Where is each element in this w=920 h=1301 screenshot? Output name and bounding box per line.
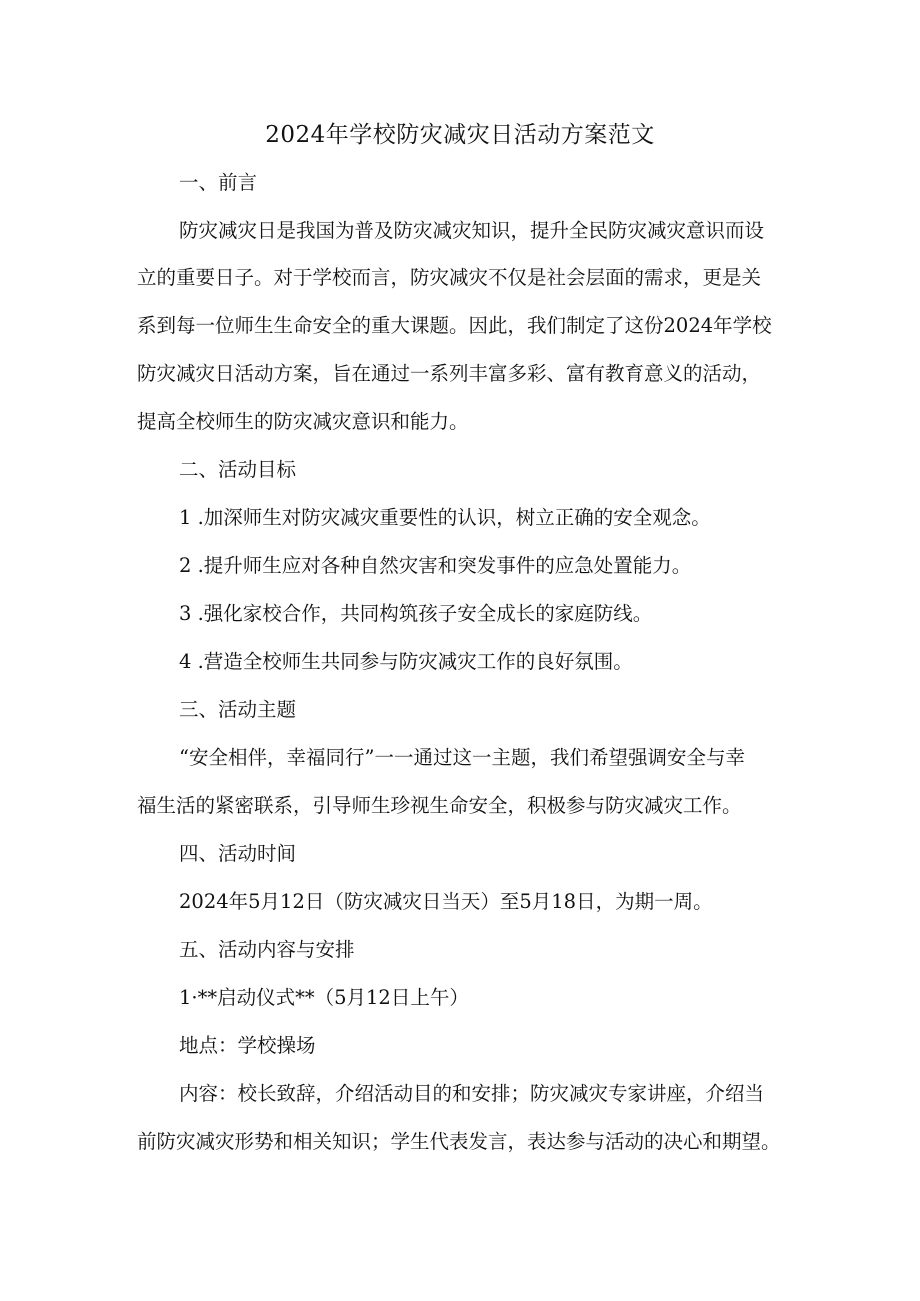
paragraph-line: 内容：校长致辞，介绍活动目的和安排；防灾减灾专家讲座，介绍当 [179, 1082, 765, 1105]
paragraph-line: 系到每一位师生生命安全的重大课题。因此，我们制定了这份2024年学校 [137, 314, 772, 337]
list-item: 1 .加深师生对防灾减灾重要性的认识，树立正确的安全观念。 [179, 506, 711, 529]
paragraph-line: 提高全校师生的防灾减灾意识和能力。 [137, 410, 469, 433]
section-heading-goals: 二、活动目标 [179, 458, 297, 481]
document-title: 2024年学校防灾减灾日活动方案范文 [265, 122, 655, 148]
subsection-heading: 1·**启动仪式**（5月12日上午） [179, 986, 469, 1009]
paragraph-line: 2024年5月12日（防灾减灾日当天）至5月18日，为期一周。 [179, 890, 713, 913]
paragraph-line: 防灾减灾日活动方案，旨在通过一系列丰富多彩、富有教育意义的活动， [137, 362, 762, 385]
paragraph-line: 福生活的紧密联系，引导师生珍视生命安全，积极参与防灾减灾工作。 [137, 794, 742, 817]
section-heading-preface: 一、前言 [179, 171, 258, 194]
section-heading-time: 四、活动时间 [179, 842, 297, 865]
list-item: 4 .营造全校师生共同参与防灾减灾工作的良好氛围。 [179, 650, 633, 673]
paragraph-line: 地点：学校操场 [179, 1034, 316, 1057]
paragraph-line: 前防灾减灾形势和相关知识；学生代表发言，表达参与活动的决心和期望。 [137, 1130, 781, 1153]
section-heading-content: 五、活动内容与安排 [179, 938, 355, 961]
list-item: 3 .强化家校合作，共同构筑孩子安全成长的家庭防线。 [179, 602, 653, 625]
paragraph-line: “安全相伴，幸福同行”一一通过这一主题，我们希望强调安全与幸 [179, 746, 745, 769]
section-heading-theme: 三、活动主题 [179, 698, 297, 721]
paragraph-line: 防灾减灾日是我国为普及防灾减灾知识，提升全民防灾减灾意识而设 [179, 219, 765, 242]
paragraph-line: 立的重要日子。对于学校而言，防灾减灾不仅是社会层面的需求，更是关 [137, 266, 762, 289]
list-item: 2 .提升师生应对各种自然灾害和突发事件的应急处置能力。 [179, 554, 692, 577]
